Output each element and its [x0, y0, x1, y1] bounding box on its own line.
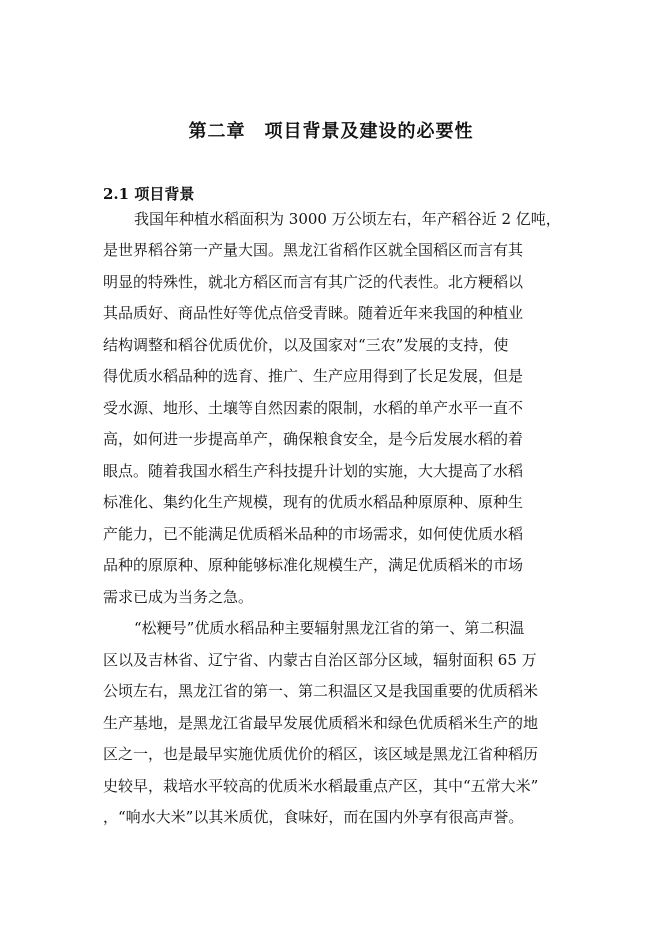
paragraph-line: 需求已成为当务之急。	[103, 588, 254, 606]
paragraph-line: 得优质水稻品种的选育、推广、生产应用得到了长足发展，但是	[103, 367, 524, 385]
paragraph-line: 生产基地，是黑龙江省最早发展优质稻米和绿色优质稻米生产的地	[103, 714, 539, 732]
paragraph-line: 品种的原原种、原种能够标准化规模生产，满足优质稻米的市场	[103, 556, 524, 574]
section-heading: 2.1 项目背景	[103, 185, 195, 203]
paragraph-line: 高，如何进一步提高单产，确保粮食安全，是今后发展水稻的着	[103, 430, 524, 448]
paragraph-line: 区之一，也是最早实施优质优价的稻区，该区域是黑龙江省种稻历	[103, 745, 539, 763]
paragraph-line: 结构调整和稻谷优质优价，以及国家对“三农”发展的支持，使	[103, 336, 509, 354]
paragraph-line: 史较早，栽培水平较高的优质米水稻最重点产区，其中“五常大米”	[103, 777, 539, 795]
paragraph-line: 公顷左右，黑龙江省的第一、第二积温区又是我国重要的优质稻米	[103, 682, 539, 700]
paragraph-line: 受水源、地形、土壤等自然因素的限制，水稻的单产水平一直不	[103, 399, 524, 417]
paragraph-line: 标准化、集约化生产规模，现有的优质水稻品种原原种、原种生	[103, 493, 524, 511]
paragraph-line: 我国年种植水稻面积为 3000 万公顷左右，年产稻谷近 2 亿吨，	[134, 210, 561, 228]
paragraph-line: 是世界稻谷第一产量大国。黑龙江省稻作区就全国稻区而言有其	[103, 241, 524, 259]
paragraph-line: 区以及吉林省、辽宁省、内蒙古自治区部分区域，辐射面积 65 万	[103, 651, 537, 669]
paragraph-line: 明显的特殊性，就北方稻区而言有其广泛的代表性。北方粳稻以	[103, 273, 524, 291]
paragraph-line: 产能力，已不能满足优质稻米品种的市场需求，如何使优质水稻	[103, 525, 524, 543]
paragraph-line: 其品质好、商品性好等优点倍受青睐。随着近年来我国的种植业	[103, 304, 524, 322]
chapter-title: 第二章 项目背景及建设的必要性	[188, 121, 474, 142]
paragraph-line: ，“响水大米”以其米质优，食味好，而在国内外享有很高声誉。	[103, 808, 524, 826]
paragraph-line: “松粳号”优质水稻品种主要辐射黑龙江省的第一、第二积温	[134, 619, 525, 637]
paragraph-line: 眼点。随着我国水稻生产科技提升计划的实施，大大提高了水稻	[103, 462, 524, 480]
